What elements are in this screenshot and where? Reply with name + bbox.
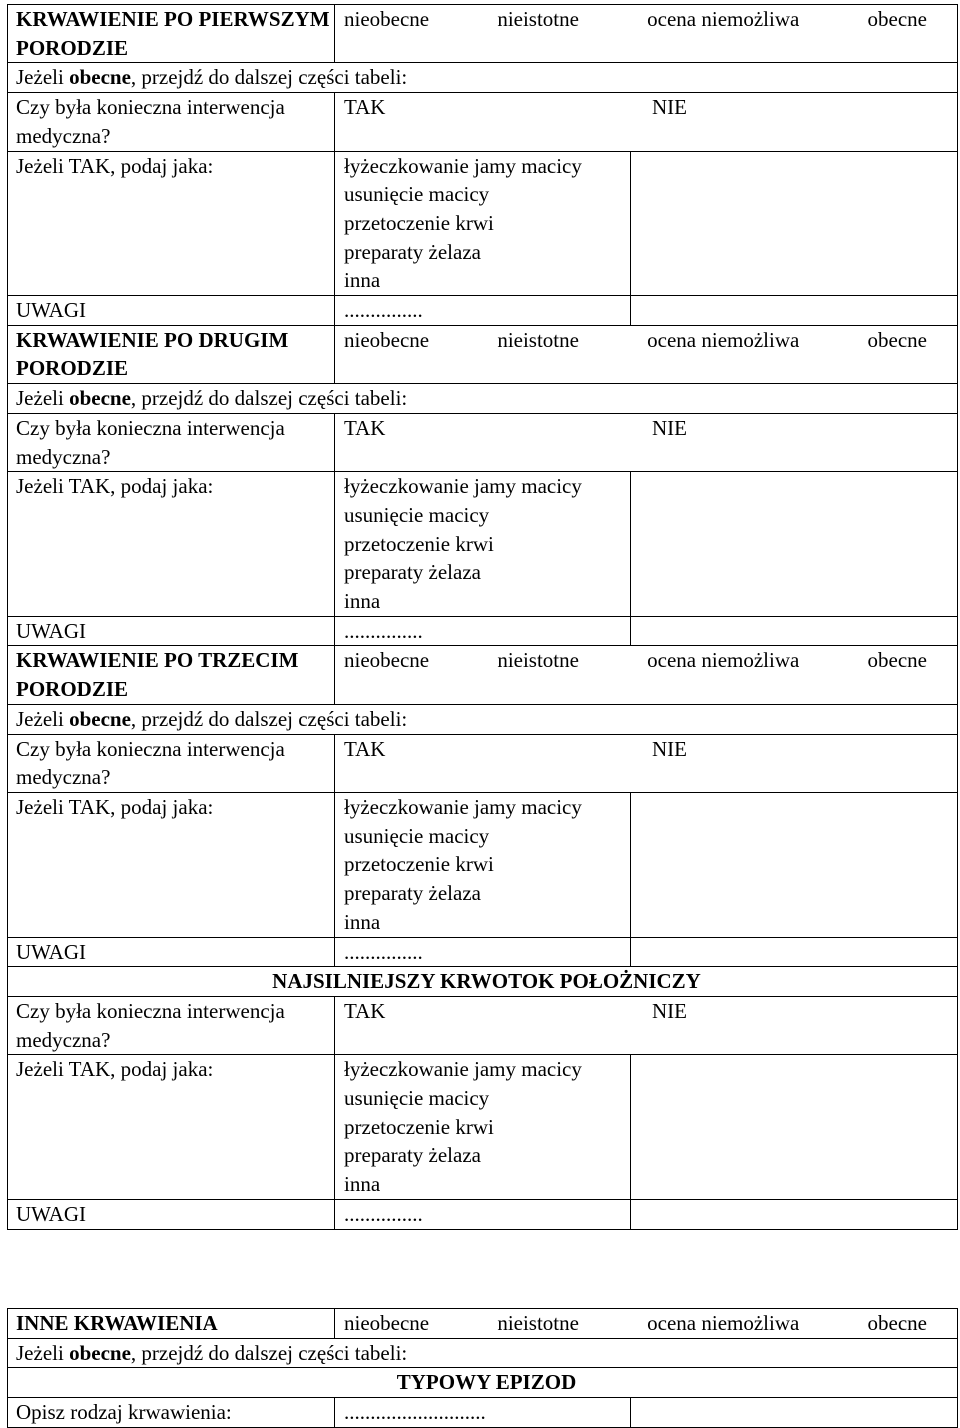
- intervention-option: łyżeczkowanie jamy macicy: [344, 794, 582, 819]
- intervention-question-row: [8, 996, 958, 1054]
- question-text: Czy była konieczna interwencja medyczna?: [16, 95, 285, 148]
- intervention-question-row: [8, 734, 958, 792]
- empty-cell: [631, 616, 958, 646]
- notes-label-cell: [8, 616, 335, 646]
- instruction-row: [8, 704, 958, 734]
- episode-title-cell: [8, 1368, 958, 1398]
- option-label: nieobecne: [344, 7, 430, 31]
- option-label: ocena niemożliwa: [647, 327, 800, 352]
- question-cell: [8, 93, 335, 151]
- option-label: nieobecne: [344, 1311, 430, 1335]
- notes-value-cell[interactable]: [335, 937, 631, 967]
- instruction-emphasis: obecne: [69, 1340, 131, 1365]
- no-option: NIE: [652, 998, 687, 1023]
- instruction-cell: [8, 1338, 958, 1368]
- intervention-list-cell: [335, 151, 631, 296]
- intervention-type-label-cell: [8, 151, 335, 296]
- severity-options-cell[interactable]: [335, 646, 958, 704]
- intervention-option: przetoczenie krwi: [344, 210, 494, 235]
- instruction-text: , przejdź do dalszej części tabeli:: [130, 65, 408, 90]
- yes-no-cell: [335, 93, 958, 151]
- other-bleeding-header-row: [8, 1309, 958, 1339]
- question-text: Czy była konieczna interwencja medyczna?: [16, 998, 285, 1052]
- intervention-option: inna: [344, 589, 381, 614]
- section-header-row: [8, 646, 958, 704]
- describe-value-cell[interactable]: [335, 1398, 631, 1428]
- intervention-list: [344, 793, 630, 937]
- instruction-text: Jeżeli: [16, 386, 70, 411]
- intervention-type-label: Jeżeli TAK, podaj jaka:: [16, 153, 214, 178]
- intervention-type-label-cell: [8, 792, 335, 937]
- notes-label-cell: [8, 937, 335, 967]
- notes-label-cell: [8, 1199, 335, 1229]
- notes-label: UWAGI: [16, 618, 86, 643]
- describe-label: Opisz rodzaj krwawienia:: [16, 1400, 232, 1425]
- section-header-row: [8, 325, 958, 383]
- section-title: KRWAWIENIE PO TRZECIM PORODZIE: [16, 648, 299, 702]
- notes-label: UWAGI: [16, 1201, 86, 1226]
- empty-cell: [631, 1199, 958, 1229]
- option-label: ocena niemożliwa: [647, 7, 800, 31]
- section-title: KRWAWIENIE PO PIERWSZYM PORODZIE: [16, 7, 330, 60]
- notes-label-cell: [8, 296, 335, 326]
- intervention-option: łyżeczkowanie jamy macicy: [344, 1057, 582, 1082]
- empty-cell: [631, 151, 958, 296]
- intervention-option: usunięcie macicy: [344, 1086, 490, 1111]
- other-bleeding-table: [7, 1308, 958, 1428]
- section-title-cell: [8, 646, 335, 704]
- severity-options-cell[interactable]: [335, 325, 958, 383]
- yes-option: TAK: [344, 415, 386, 440]
- instruction-text: , przejdź do dalszej części tabeli:: [130, 386, 408, 411]
- empty-cell: [631, 1398, 958, 1428]
- describe-label-cell: [8, 1398, 335, 1428]
- yes-option: TAK: [344, 998, 386, 1023]
- yes-option: TAK: [344, 95, 386, 120]
- option-label: nieobecne: [344, 327, 430, 352]
- option-label: obecne: [867, 648, 927, 673]
- intervention-option: usunięcie macicy: [344, 182, 490, 207]
- intervention-option: inna: [344, 1172, 381, 1197]
- instruction-row: [8, 384, 958, 414]
- episode-header-row: [8, 1368, 958, 1398]
- question-text: Czy była konieczna interwencja medyczna?: [16, 415, 285, 469]
- intervention-list: [344, 152, 630, 296]
- no-option: NIE: [652, 736, 687, 761]
- instruction-cell: [8, 63, 958, 93]
- intervention-option: inna: [344, 268, 381, 293]
- notes-row: [8, 296, 958, 326]
- option-label: nieobecne: [344, 648, 430, 673]
- option-group: [344, 5, 957, 34]
- intervention-list-cell: [335, 1055, 631, 1200]
- describe-row: [8, 1398, 958, 1428]
- option-label: obecne: [867, 327, 927, 352]
- intervention-option: inna: [344, 909, 381, 934]
- section-title-cell: [8, 325, 335, 383]
- intervention-list: [344, 472, 630, 616]
- intervention-option: łyżeczkowanie jamy macicy: [344, 153, 582, 178]
- intervention-type-row: [8, 1055, 958, 1200]
- option-label: nieistotne: [497, 1311, 579, 1335]
- describe-placeholder: ...........................: [344, 1400, 486, 1425]
- intervention-type-label: Jeżeli TAK, podaj jaka:: [16, 474, 214, 499]
- intervention-type-label: Jeżeli TAK, podaj jaka:: [16, 1057, 214, 1082]
- empty-cell: [631, 937, 958, 967]
- episode-title: TYPOWY EPIZOD: [396, 1370, 577, 1395]
- question-cell: [8, 734, 335, 792]
- intervention-type-label-cell: [8, 472, 335, 617]
- instruction-row: [8, 1338, 958, 1368]
- instruction-emphasis: obecne: [69, 65, 131, 90]
- intervention-option: preparaty żelaza: [344, 239, 481, 264]
- section-title-cell: [8, 5, 335, 63]
- instruction-row: [8, 63, 958, 93]
- option-label: nieistotne: [497, 7, 579, 31]
- hemorrhage-title-cell: [8, 967, 958, 997]
- intervention-type-label: Jeżeli TAK, podaj jaka:: [16, 794, 214, 819]
- instruction-text: Jeżeli: [16, 706, 70, 731]
- yes-no-choice: [344, 414, 957, 443]
- intervention-type-label-cell: [8, 1055, 335, 1200]
- main-bleeding-table: [7, 4, 958, 1230]
- question-cell: [8, 996, 335, 1054]
- yes-option: TAK: [344, 736, 386, 761]
- yes-no-cell: [335, 996, 958, 1054]
- option-label: obecne: [867, 1311, 927, 1335]
- yes-no-cell: [335, 734, 958, 792]
- option-group: [344, 646, 957, 675]
- yes-no-choice: [344, 93, 957, 122]
- option-group: [344, 326, 957, 355]
- hemorrhage-title: NAJSILNIEJSZY KRWOTOK POŁOŻNICZY: [272, 969, 701, 994]
- option-label: nieistotne: [497, 648, 579, 673]
- yes-no-choice: [344, 997, 957, 1026]
- hemorrhage-header-row: [8, 967, 958, 997]
- other-title: INNE KRWAWIENIA: [16, 1311, 218, 1335]
- instruction-text: , przejdź do dalszej części tabeli:: [130, 1340, 408, 1365]
- section-header-row: [8, 5, 958, 63]
- notes-placeholder: ...............: [344, 618, 423, 643]
- intervention-option: usunięcie macicy: [344, 502, 490, 527]
- notes-placeholder: ...............: [344, 939, 423, 964]
- intervention-option: przetoczenie krwi: [344, 531, 494, 556]
- yes-no-cell: [335, 413, 958, 471]
- intervention-option: łyżeczkowanie jamy macicy: [344, 474, 582, 499]
- option-group: [344, 1309, 957, 1338]
- other-title-cell: [8, 1309, 335, 1339]
- notes-label: UWAGI: [16, 298, 86, 323]
- yes-no-choice: [344, 735, 957, 764]
- notes-placeholder: ...............: [344, 298, 423, 323]
- intervention-option: preparaty żelaza: [344, 560, 481, 585]
- option-label: ocena niemożliwa: [647, 1311, 800, 1335]
- intervention-type-row: [8, 151, 958, 296]
- severity-options-cell[interactable]: [335, 1309, 958, 1339]
- option-label: nieistotne: [497, 327, 579, 352]
- option-label: ocena niemożliwa: [647, 648, 800, 673]
- notes-row: [8, 1199, 958, 1229]
- intervention-option: przetoczenie krwi: [344, 852, 494, 877]
- notes-placeholder: ...............: [344, 1201, 423, 1226]
- intervention-type-row: [8, 792, 958, 937]
- instruction-text: , przejdź do dalszej części tabeli:: [130, 706, 408, 731]
- instruction-cell: [8, 384, 958, 414]
- instruction-text: Jeżeli: [16, 65, 70, 90]
- question-text: Czy była konieczna interwencja medyczna?: [16, 736, 285, 790]
- notes-value-cell[interactable]: [335, 616, 631, 646]
- instruction-cell: [8, 704, 958, 734]
- notes-row: [8, 937, 958, 967]
- empty-cell: [631, 792, 958, 937]
- severity-options-cell[interactable]: [335, 5, 958, 63]
- instruction-emphasis: obecne: [69, 706, 131, 731]
- no-option: NIE: [652, 415, 687, 440]
- intervention-question-row: [8, 93, 958, 151]
- intervention-list-cell: [335, 472, 631, 617]
- notes-row: [8, 616, 958, 646]
- instruction-text: Jeżeli: [16, 1340, 70, 1365]
- empty-cell: [631, 1055, 958, 1200]
- intervention-option: preparaty żelaza: [344, 1143, 481, 1168]
- intervention-question-row: [8, 413, 958, 471]
- intervention-type-row: [8, 472, 958, 617]
- question-cell: [8, 413, 335, 471]
- empty-cell: [631, 472, 958, 617]
- no-option: NIE: [652, 95, 687, 120]
- intervention-list: [344, 1055, 630, 1199]
- intervention-option: przetoczenie krwi: [344, 1114, 494, 1139]
- notes-value-cell[interactable]: [335, 296, 631, 326]
- intervention-option: usunięcie macicy: [344, 823, 490, 848]
- intervention-list-cell: [335, 792, 631, 937]
- intervention-option: preparaty żelaza: [344, 881, 481, 906]
- section-title: KRWAWIENIE PO DRUGIM PORODZIE: [16, 327, 289, 381]
- notes-value-cell[interactable]: [335, 1199, 631, 1229]
- option-label: obecne: [867, 7, 927, 31]
- empty-cell: [631, 296, 958, 326]
- notes-label: UWAGI: [16, 939, 86, 964]
- instruction-emphasis: obecne: [69, 386, 131, 411]
